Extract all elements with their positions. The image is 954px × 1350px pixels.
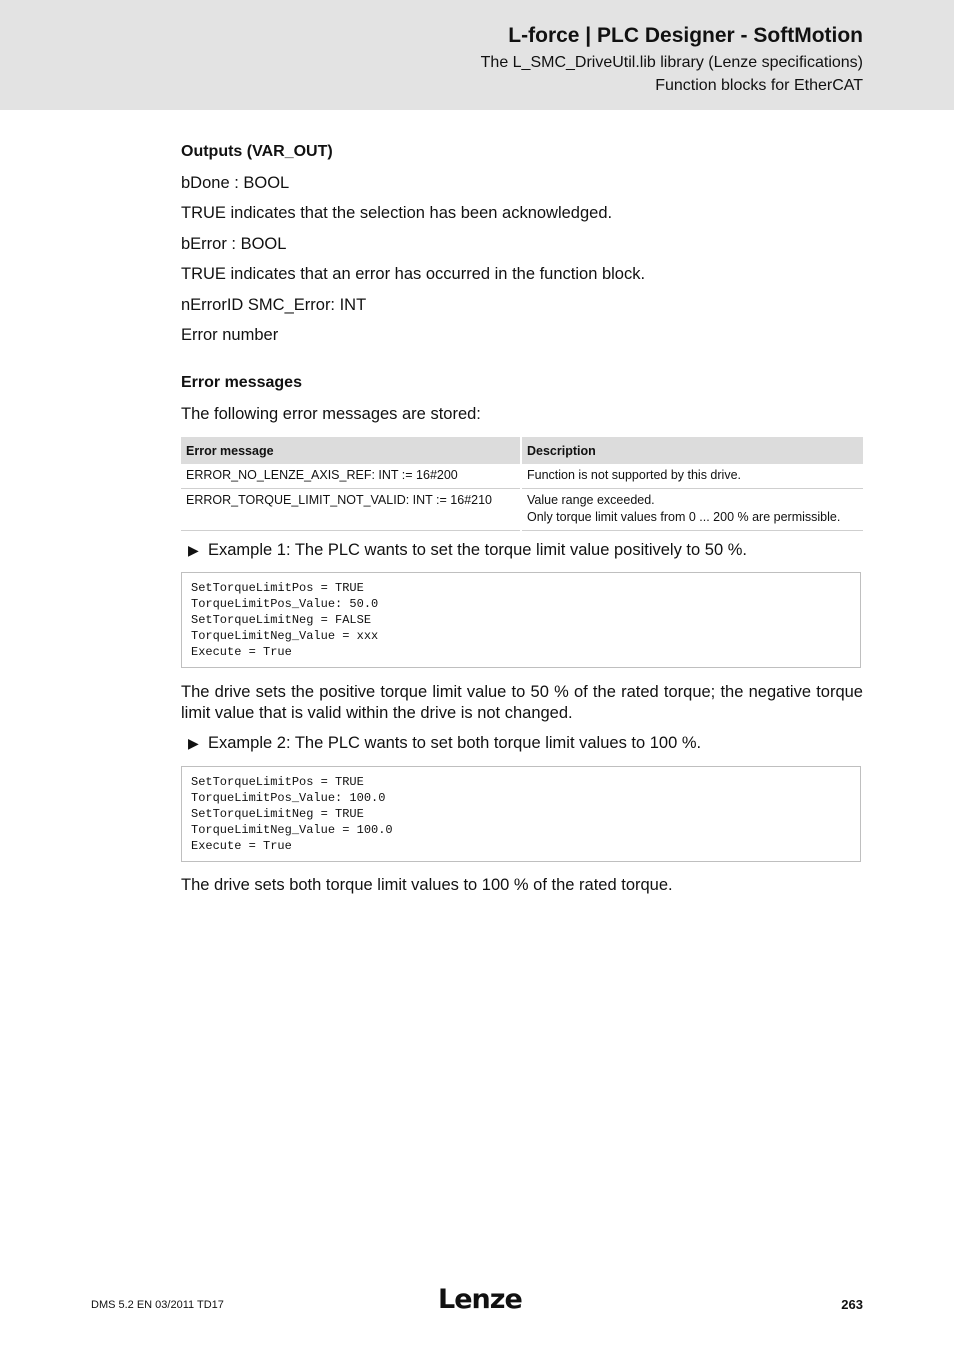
error-messages-intro: The following error messages are stored: <box>181 405 481 423</box>
error-table <box>181 437 863 531</box>
code-line: SetTorqueLimitNeg = FALSE <box>191 613 372 627</box>
code-line: SetTorqueLimitPos = TRUE <box>191 581 364 595</box>
berror-description: TRUE indicates that an error has occurred in the function block. <box>181 265 646 283</box>
error-messages-heading: Error messages <box>181 374 302 391</box>
code-line: TorqueLimitNeg_Value = xxx <box>191 629 379 643</box>
code-line: SetTorqueLimitNeg = TRUE <box>191 807 364 821</box>
error-message-cell: ERROR_NO_LENZE_AXIS_REF: INT := 16#200 <box>181 464 521 489</box>
table-row <box>181 464 863 489</box>
example2-code-block <box>181 766 861 862</box>
triangle-right-icon: ▶ <box>188 542 199 558</box>
document-id: DMS 5.2 EN 03/2011 TD17 <box>91 1299 224 1311</box>
nerror-label: nErrorID SMC_Error: INT <box>181 296 367 314</box>
code-line: TorqueLimitPos_Value: 50.0 <box>191 597 379 611</box>
lenze-logo: Lenze <box>438 1284 522 1315</box>
bdone-description: TRUE indicates that the selection has been acknowledged. <box>181 204 613 222</box>
description-cell <box>521 464 863 489</box>
triangle-right-icon: ▶ <box>188 735 199 751</box>
example1-code-block <box>181 572 861 668</box>
example2-result: The drive sets both torque limit values to 100 % of the rated torque. <box>181 876 673 894</box>
berror-label: bError : BOOL <box>181 235 287 253</box>
header-subtitle-library: The L_SMC_DriveUtil.lib library (Lenze specifications) <box>480 54 863 71</box>
column-header-description: Description <box>521 437 863 464</box>
code-line: TorqueLimitNeg_Value = 100.0 <box>191 823 393 837</box>
header-title: L-force | PLC Designer - SoftMotion <box>508 24 863 47</box>
code-line: Execute = True <box>191 839 292 853</box>
description-line: Only torque limit values from 0 ... 200 % are permissible. <box>527 510 841 524</box>
code-line: Execute = True <box>191 645 292 659</box>
example2-text: Example 2: The PLC wants to set both torque limit values to 100 %. <box>208 734 702 752</box>
table-row <box>181 489 863 531</box>
column-header-error-message: Error message <box>181 437 521 464</box>
example1-result: The drive sets the positive torque limit value to 50 % of the rated torque; the negative torque limit value that is valid within the drive is not changed. <box>181 683 863 722</box>
page-number: 263 <box>841 1297 863 1312</box>
bdone-label: bDone : BOOL <box>181 174 290 192</box>
description-cell <box>521 489 863 531</box>
description-line: Value range exceeded. <box>527 493 655 507</box>
nerror-description: Error number <box>181 326 279 344</box>
header-subtitle-section: Function blocks for EtherCAT <box>655 77 863 94</box>
example1-text: Example 1: The PLC wants to set the torque limit value positively to 50 %. <box>208 541 747 559</box>
page-header <box>0 0 954 110</box>
outputs-heading: Outputs (VAR_OUT) <box>181 143 333 160</box>
description-line: Function is not supported by this drive. <box>527 468 742 482</box>
code-line: SetTorqueLimitPos = TRUE <box>191 775 364 789</box>
table-header-row <box>181 437 863 464</box>
code-line: TorqueLimitPos_Value: 100.0 <box>191 791 386 805</box>
error-message-cell: ERROR_TORQUE_LIMIT_NOT_VALID: INT := 16#210 <box>181 489 521 531</box>
